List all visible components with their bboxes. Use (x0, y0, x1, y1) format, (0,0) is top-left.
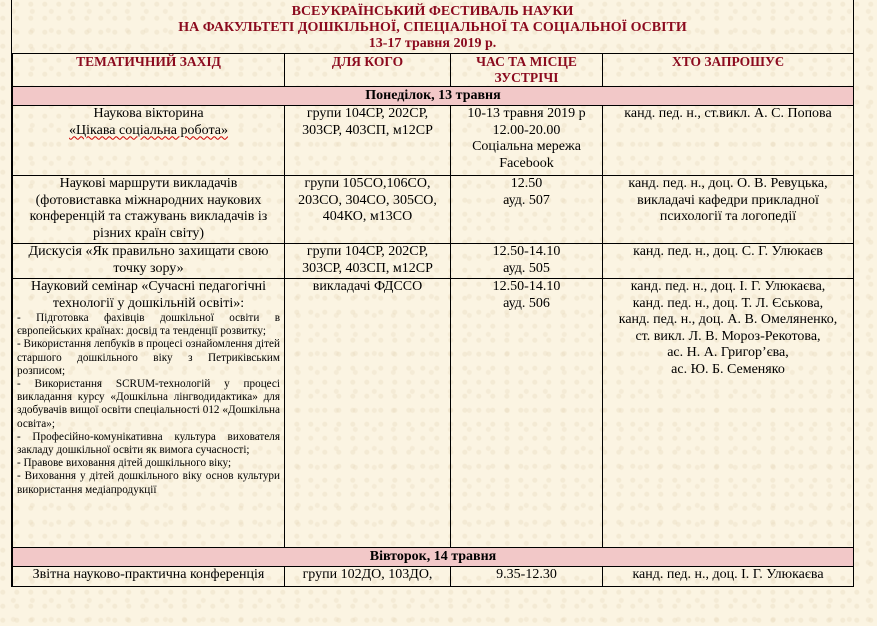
topic-item: - Правове виховання дітей дошкільного віку; (17, 457, 232, 470)
host-cell (603, 279, 854, 548)
host-name: канд. пед. н., доц. І. Г. Улюкаєва, (630, 279, 826, 294)
event-cell: Дискусія «Як правильно захищати свою точку зору» (13, 244, 285, 279)
time-cell (451, 176, 603, 244)
day-label: Понеділок, 13 травня (13, 87, 854, 106)
audience-cell: викладачі ФДССО (285, 279, 451, 548)
header-dates: 13-17 травня 2019 р. (368, 36, 497, 51)
table-row (13, 244, 854, 279)
event-cell: Звітна науково-практична конференція (13, 567, 285, 587)
host-cell: канд. пед. н., доц. О. В. Ревуцька, викладачі кафедри прикладної психології та логопедії (603, 176, 854, 244)
time-room: ауд. 506 (503, 295, 550, 311)
topic-item: - Підготовка фахівців дошкільної освіти в європейських країнах: досвід та тенденції розвитку; (17, 312, 280, 338)
column-header-audience: ДЛЯ КОГО (285, 54, 451, 87)
column-header-host: ХТО ЗАПРОШУЄ (603, 54, 854, 87)
host-name: ст. викл. Л. В. Мороз-Рекотова, (635, 328, 821, 344)
topic-item: - Виховання у дітей дошкільного віку основ культури використання медіапродукції (17, 470, 280, 496)
event-cell: Наукові маршрути викладачів (фотовиставка міжнародних наукових конференцій та стажувань викладачів із різних країн світу) (13, 176, 285, 244)
audience-cell: групи 104СР, 202СР, 303СР, 403СП, м12СР (285, 244, 451, 279)
day-row-monday (13, 87, 854, 106)
host-name: канд. пед. н., доц. Т. Л. Єськова, (632, 295, 824, 311)
host-name: ас. Ю. Б. Семеняко (671, 361, 785, 377)
host-name: ас. Н. А. Григор’єва, (667, 345, 789, 360)
audience-cell: групи 105СО,106СО, 203СО, 304СО, 305СО, 404КО, м13СО (285, 176, 451, 244)
column-header-time: ЧАС ТА МІСЦЕ ЗУСТРІЧІ (451, 54, 603, 87)
time-hours: 12.50 (510, 176, 543, 191)
host-name: канд. пед. н., доц. А. В. Омеляненко, (618, 312, 838, 327)
table-row (13, 279, 854, 548)
audience-cell: групи 104СР, 202СР, 303СР, 403СП, м12СР (285, 106, 451, 176)
event-cell (13, 106, 285, 176)
audience-cell: групи 102ДО, 103ДО, (285, 567, 451, 587)
table-header-row (13, 54, 854, 87)
topic-item: - Використання SCRUM-технологій у процесі викладання курсу «Дошкільна лінгводидактика» для здобувачів вищої освіти спеціальності 012 «Дошкільна освіта»; (17, 378, 280, 430)
header-subtitle: НА ФАКУЛЬТЕТІ ДОШКІЛЬНОЇ, СПЕЦІАЛЬНОЇ ТА СОЦІАЛЬНОЇ ОСВІТИ (178, 20, 687, 35)
document-header (12, 0, 853, 53)
day-row-tuesday (13, 548, 854, 567)
time-cell: 9.35-12.30 (451, 567, 603, 587)
event-title: Наукова вікторина (93, 106, 204, 121)
day-label: Вівторок, 14 травня (13, 548, 854, 567)
time-date: 10-13 травня 2019 р (467, 106, 586, 121)
schedule-document (11, 0, 854, 587)
host-cell: канд. пед. н., доц. С. Г. Улюкаєв (603, 244, 854, 279)
topic-item: - Професійно-комунікативна культура вихователя закладу дошкільної освіти як вимога сучасності; (17, 430, 280, 457)
time-room: ауд. 505 (503, 260, 550, 276)
time-room: ауд. 507 (503, 192, 550, 208)
time-cell (451, 244, 603, 279)
time-hours: 12.50-14.10 (492, 279, 561, 294)
event-subtitle: «Цікава соціальна робота» (69, 122, 228, 138)
time-hours: 12.00-20.00 (492, 122, 561, 138)
table-row (13, 176, 854, 244)
header-title: ВСЕУКРАЇНСЬКИЙ ФЕСТИВАЛЬ НАУКИ (291, 4, 574, 19)
host-cell: канд. пед. н., доц. І. Г. Улюкаєва (603, 567, 854, 587)
table-row (13, 567, 854, 587)
time-place: Соціальна мережа (472, 139, 581, 154)
event-title: Науковий семінар «Сучасні педагогічні технології у дошкільній освіті»: (31, 279, 266, 311)
time-cell (451, 106, 603, 176)
table-row (13, 106, 854, 176)
time-cell (451, 279, 603, 548)
host-cell: канд. пед. н., ст.викл. А. С. Попова (603, 106, 854, 176)
time-hours: 12.50-14.10 (492, 244, 561, 259)
time-place-detail: Facebook (499, 155, 554, 171)
schedule-table (12, 53, 854, 587)
topic-item: - Використання лепбуків в процесі ознайомлення дітей старшого дошкільного віку з Петриківським розписом; (17, 338, 280, 377)
event-cell (13, 279, 285, 548)
column-header-event: ТЕМАТИЧНИЙ ЗАХІД (13, 54, 285, 87)
